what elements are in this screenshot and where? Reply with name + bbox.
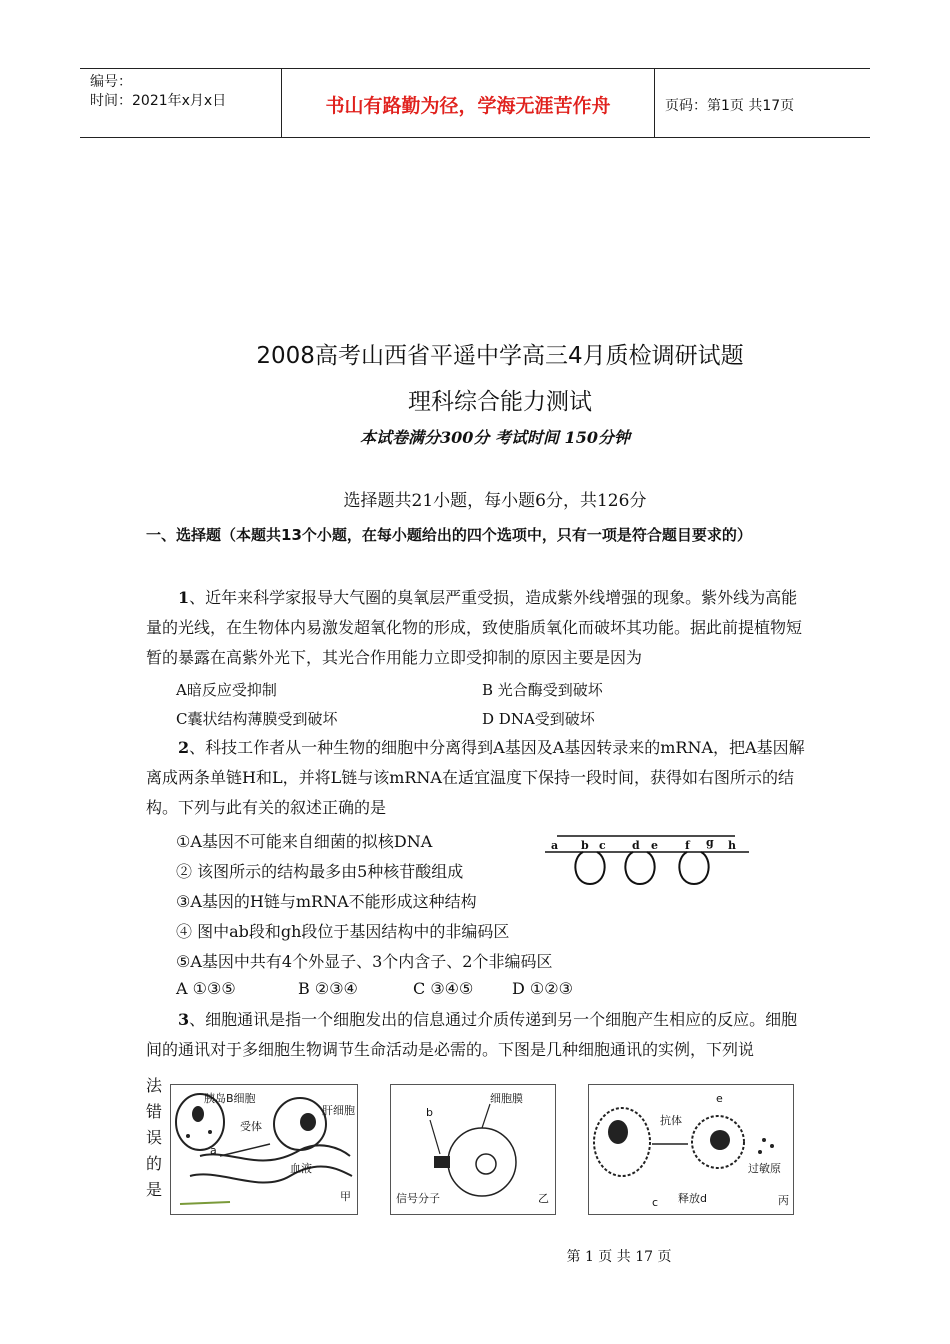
label-b: b bbox=[581, 839, 589, 852]
label-e: e bbox=[651, 839, 658, 852]
nucleus bbox=[192, 1106, 204, 1122]
question-number: 1 bbox=[178, 588, 190, 607]
statement-1: ①A基因不可能来自细菌的拟核DNA bbox=[176, 832, 433, 851]
label-d: d bbox=[632, 839, 640, 852]
label-receptor: 受体 bbox=[240, 1120, 262, 1133]
label-allergen: 过敏原 bbox=[748, 1162, 781, 1175]
option-d: D DNA受到破坏 bbox=[482, 710, 595, 728]
header-divider bbox=[654, 69, 655, 137]
motto: 书山有路勤为径，学海无涯苦作舟 bbox=[325, 95, 611, 117]
figure-tag: 甲 bbox=[340, 1190, 351, 1203]
label-a: a bbox=[210, 1144, 217, 1157]
label-g: g bbox=[706, 836, 714, 849]
exam-summary: 选择题共21小题，每小题6分，共126分 bbox=[343, 491, 647, 511]
label-membrane: 细胞膜 bbox=[490, 1092, 523, 1105]
label-b: b bbox=[426, 1106, 433, 1119]
question-text: 、细胞通讯是指一个细胞发出的信息通过介质传递到另一个细胞产生相应的反应。细胞间的通讯对于多细胞生物调节生命活动是必需的。下图是几种细胞通讯的实例，下列说 bbox=[146, 1010, 798, 1059]
tail-char: 法 bbox=[146, 1076, 163, 1095]
exam-meta: 本试卷满分300分 考试时间 150分钟 bbox=[360, 428, 630, 447]
tail-char: 是 bbox=[146, 1180, 163, 1199]
section-heading: 一、选择题（本题共13个小题，在每小题给出的四个选项中，只有一项是符合题目要求的） bbox=[146, 526, 752, 544]
page-title: 2008高考山西省平遥中学高三4月质检调研试题 bbox=[256, 343, 744, 369]
label-c: c bbox=[652, 1196, 659, 1209]
label-h: h bbox=[728, 839, 736, 852]
question-text: 、近年来科学家报导大气圈的臭氧层严重受损，造成紫外线增强的现象。紫外线为高能量的光线，在生物体内易激发超氧化物的形成，致使脂质氧化而破坏其功能。据此前提植物短暂的暴露在高紫外光下，其光合作用能力立即受抑制的原因主要是因为 bbox=[146, 588, 803, 667]
label-e: e bbox=[716, 1092, 723, 1105]
option-a: A ①③⑤ bbox=[176, 979, 236, 998]
statement-4: ④ 图中ab段和gh段位于基因结构中的非编码区 bbox=[176, 922, 510, 941]
question-number: 2 bbox=[178, 738, 190, 757]
option-c: C囊状结构薄膜受到破坏 bbox=[176, 710, 338, 728]
header-meta bbox=[90, 73, 226, 111]
header-table bbox=[80, 68, 870, 138]
label-blood: 血液 bbox=[290, 1162, 312, 1175]
subject-title: 理科综合能力测试 bbox=[408, 389, 592, 415]
intron-loop bbox=[575, 852, 604, 884]
figure-jia bbox=[170, 1084, 358, 1215]
label-signal: 信号分子 bbox=[396, 1192, 440, 1205]
label-release: 释放d bbox=[678, 1192, 707, 1205]
question-3-tail bbox=[146, 1073, 166, 1203]
label-c: c bbox=[599, 839, 606, 852]
question-text: 、科技工作者从一种生物的细胞中分离得到A基因及A基因转录来的mRNA，把A基因解离成两条单链H和L，并将L链与该mRNA在适宜温度下保持一段时间，获得如右图所示的结构。下列与此有关的叙述正确的是 bbox=[146, 738, 805, 817]
option-b: B 光合酶受到破坏 bbox=[482, 681, 603, 699]
statement-2: ② 该图所示的结构最多由5种核苷酸组成 bbox=[176, 862, 464, 881]
option-c: C ③④⑤ bbox=[413, 979, 474, 998]
nucleus bbox=[300, 1113, 316, 1131]
figure-tag: 丙 bbox=[778, 1194, 789, 1207]
question-number: 3 bbox=[178, 1010, 190, 1029]
question-3 bbox=[146, 1005, 808, 1065]
intron-loop bbox=[625, 852, 654, 884]
label-f: f bbox=[685, 839, 690, 852]
figure-bing bbox=[588, 1084, 794, 1215]
label-pancreatic-cell: 胰岛B细胞 bbox=[204, 1092, 256, 1105]
question-2 bbox=[146, 733, 808, 823]
question-1 bbox=[146, 583, 808, 673]
statement-5: ⑤A基因中共有4个外显子、3个内含子、2个非编码区 bbox=[176, 952, 553, 971]
intron-loop bbox=[679, 852, 708, 884]
label-liver-cell: 肝细胞 bbox=[322, 1104, 355, 1117]
time-label: 时间：2021年x月x日 bbox=[90, 93, 227, 109]
label-a: a bbox=[551, 839, 559, 852]
option-a: A暗反应受抑制 bbox=[176, 681, 277, 699]
tail-char: 错 bbox=[146, 1102, 163, 1121]
signal-molecule bbox=[434, 1156, 450, 1168]
statement-3: ③A基因的H链与mRNA不能形成这种结构 bbox=[176, 892, 477, 911]
hybrid-loop-figure bbox=[535, 832, 757, 894]
label-antibody: 抗体 bbox=[660, 1114, 682, 1127]
page-footer: 第 1 页 共 17 页 bbox=[566, 1249, 672, 1265]
serial-label: 编号： bbox=[90, 74, 132, 90]
option-d: D ①②③ bbox=[512, 979, 573, 998]
tail-char: 的 bbox=[146, 1154, 163, 1173]
tail-char: 误 bbox=[146, 1128, 163, 1147]
page-info: 页码：第1页 共17页 bbox=[665, 98, 795, 114]
figure-tag: 乙 bbox=[538, 1192, 549, 1205]
figure-yi bbox=[390, 1084, 556, 1215]
option-b: B ②③④ bbox=[298, 979, 358, 998]
